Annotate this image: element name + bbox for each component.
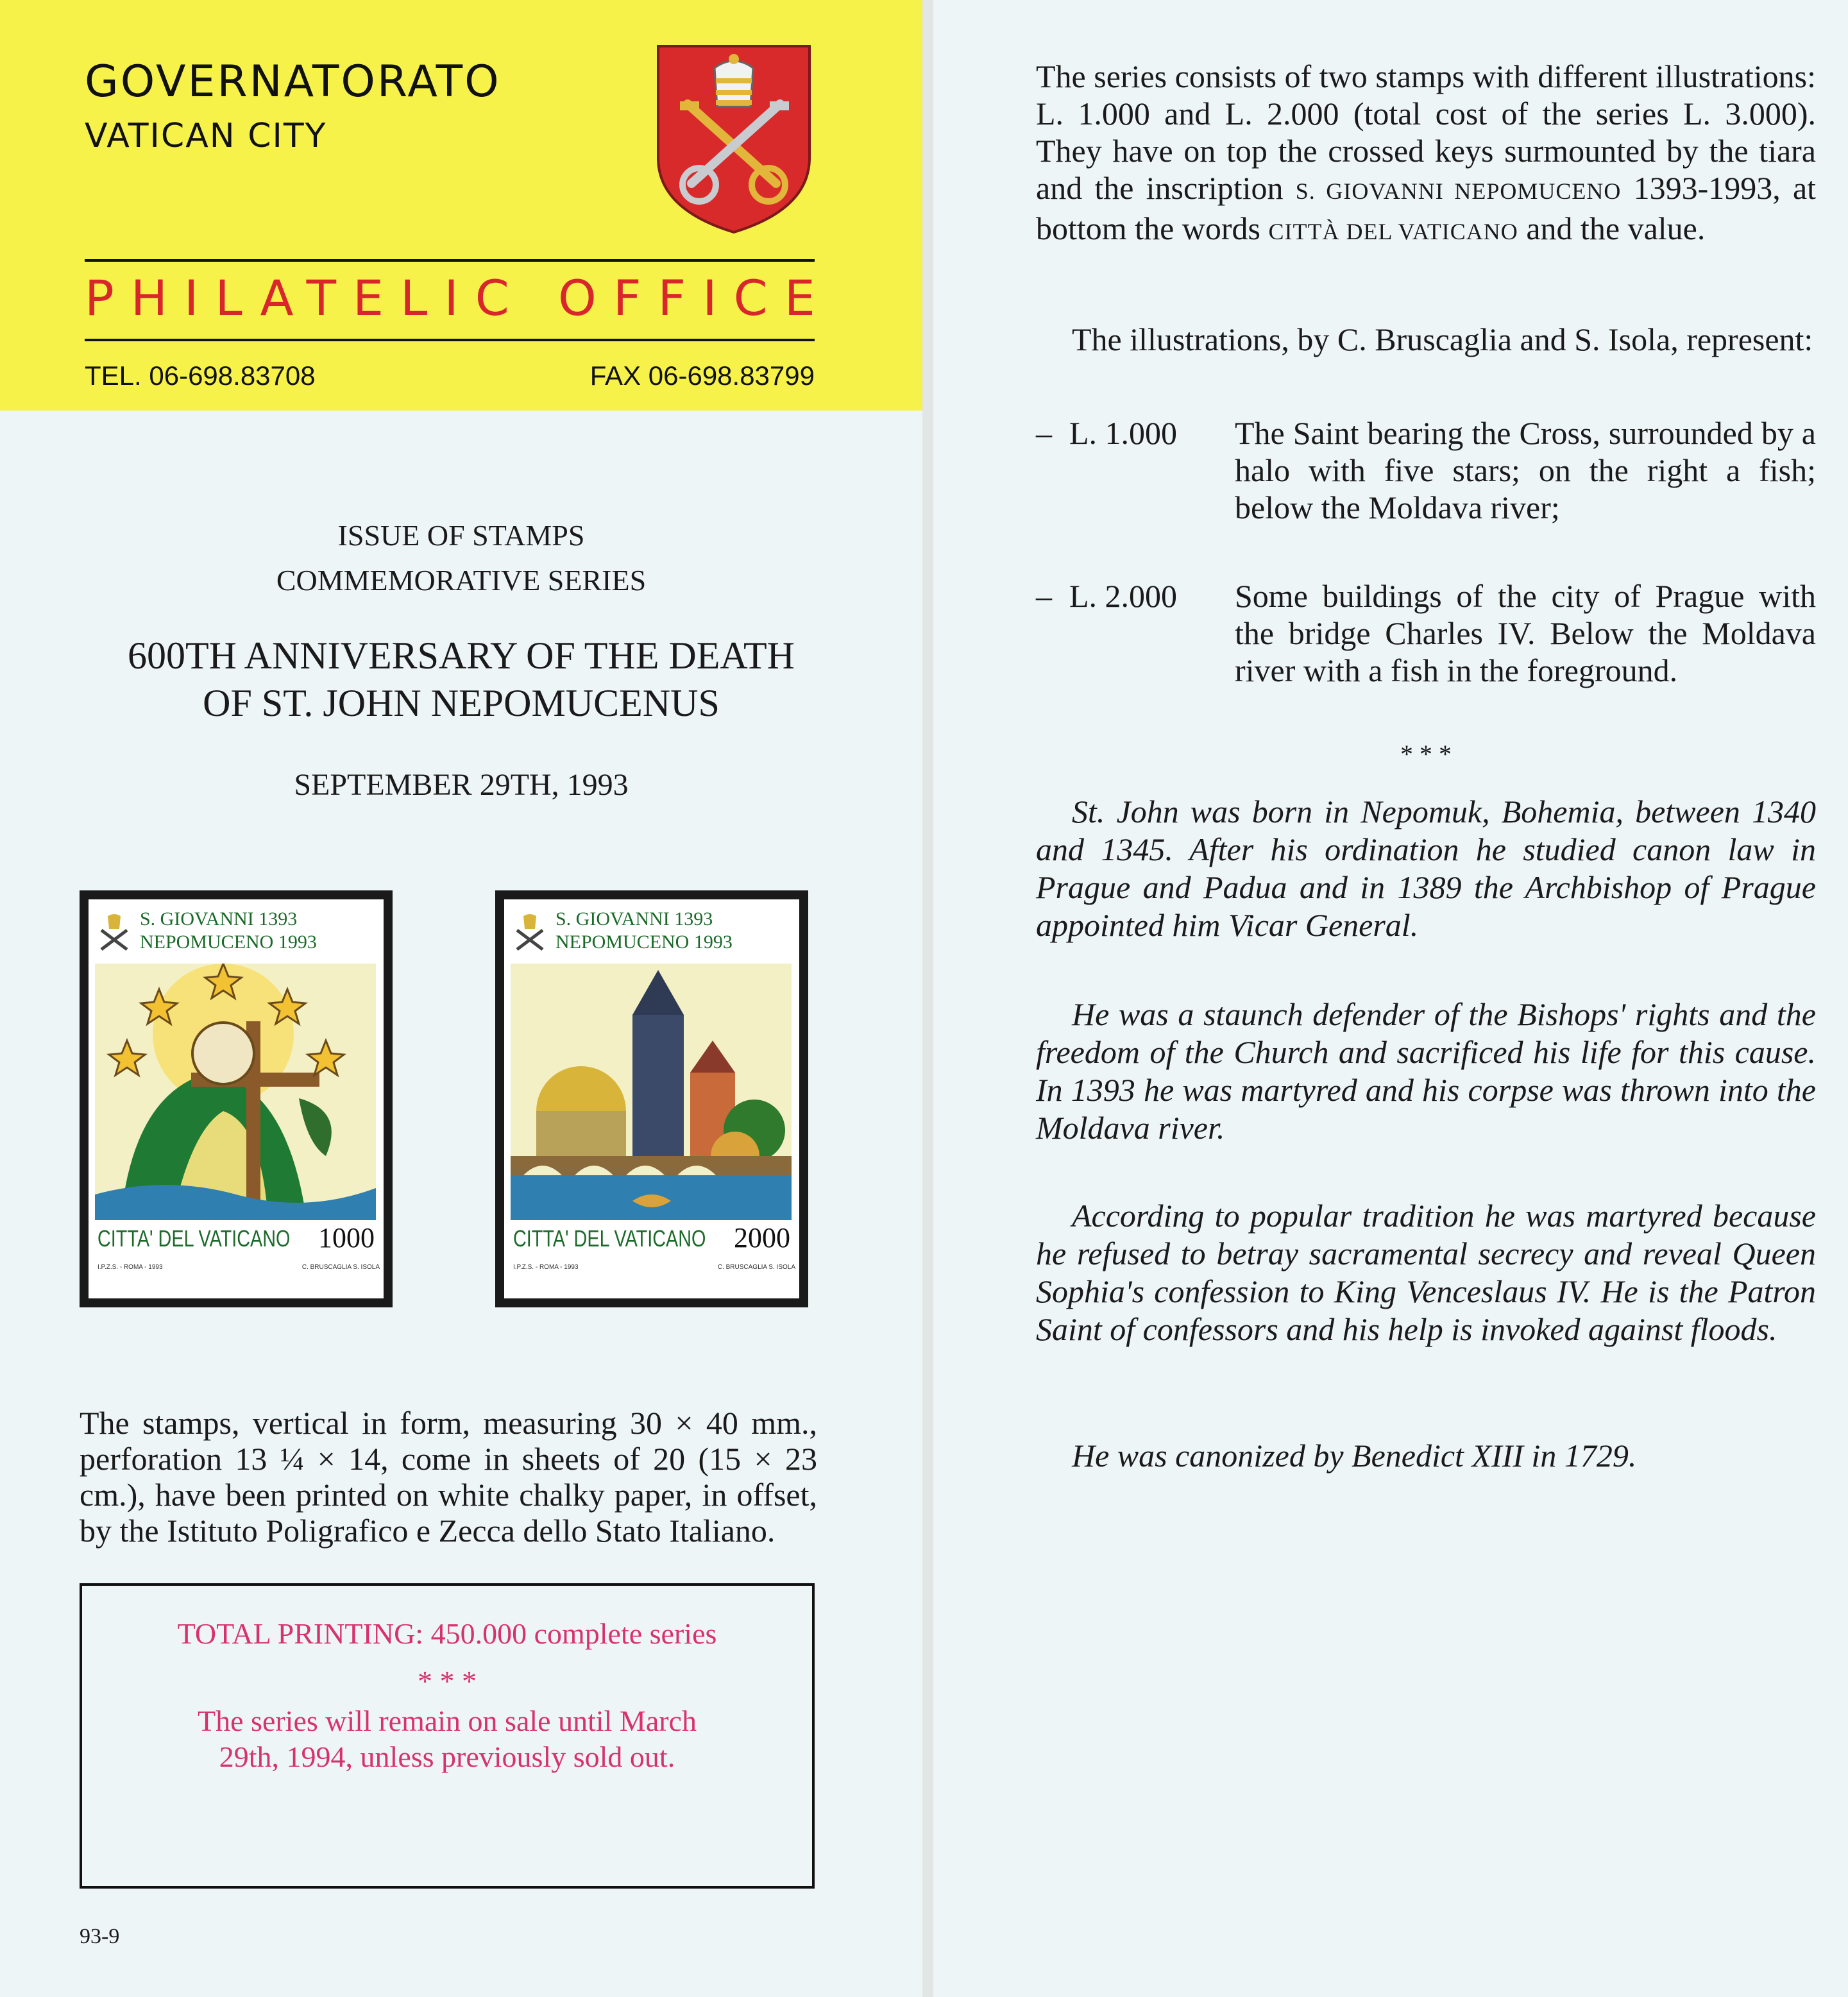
header-title: GOVERNATORATO — [85, 56, 501, 107]
list-item-2000 — [1036, 577, 1816, 731]
total-printing: TOTAL PRINTING: 450.000 complete series — [177, 1617, 717, 1650]
list-description: Some buildings of the city of Prague with the bridge Charles IV. Below the Moldava river with a fish in the foreground. — [1235, 578, 1816, 688]
issue-line-1: ISSUE OF STAMPS — [337, 519, 585, 552]
issue-heading — [0, 513, 922, 603]
stamp-name-line-2: NEPOMUCENO 1993 — [140, 931, 317, 953]
printing-box — [80, 1583, 815, 1889]
header-rule-bottom — [85, 339, 815, 341]
stamp-artists: C. BRUSCAGLIA S. ISOLA — [301, 1264, 380, 1271]
sale-line-2: 29th, 1994, unless previously sold out. — [219, 1740, 675, 1773]
header-band — [0, 0, 922, 411]
bio-paragraph-4: He was canonized by Benedict XIII in 1729. — [1072, 1438, 1637, 1474]
stamp-printer: I.P.Z.S. - ROMA - 1993 — [513, 1264, 579, 1271]
list-dash: – — [1036, 415, 1052, 451]
bio-paragraph-3: According to popular tradition he was martyred because he refused to betray sacramental secrecy and reveal Queen Sophia's confession to King Venceslaus IV. He is the Patron Saint of confessors and his help is invoked against floods. — [1036, 1198, 1816, 1347]
sale-line-1: The series will remain on sale until March — [198, 1704, 697, 1737]
stamp-credits — [97, 1264, 380, 1271]
keys-tiara-icon — [512, 914, 548, 952]
stamp-country: CITTA' DEL VATICANO — [97, 1225, 291, 1252]
keys-tiara-icon — [96, 914, 132, 952]
list-item-1000 — [1036, 414, 1816, 568]
list-dash: – — [1036, 578, 1052, 614]
list-value: L. 1.000 — [1069, 415, 1178, 451]
leaflet-code: 93-9 — [80, 1925, 120, 1948]
issue-line-2: COMMEMORATIVE SERIES — [276, 564, 647, 597]
stamp-name-line-1: S. GIOVANNI 1393 — [555, 908, 713, 930]
list-description: The Saint bearing the Cross, surrounded by a halo with five stars; on the right a fish; below the Moldava river; — [1235, 415, 1816, 525]
stamp-artists: C. BRUSCAGLIA S. ISOLA — [717, 1264, 795, 1271]
series-text-c: and the value. — [1526, 210, 1706, 246]
header-subtitle: VATICAN CITY — [85, 117, 327, 155]
fax-number: FAX 06-698.83799 — [589, 361, 815, 391]
illustrations-paragraph: The illustrations, by C. Bruscaglia and S. Isola, represent: — [1072, 321, 1813, 357]
stamp-name-line-2: NEPOMUCENO 1993 — [555, 931, 733, 953]
stamp-country: CITTA' DEL VATICANO — [513, 1225, 706, 1252]
section-stars: * * * — [1400, 740, 1452, 769]
series-words: CITTÀ DEL VATICANO — [1268, 219, 1518, 244]
bio-paragraph-2: He was a staunch defender of the Bishops' rights and the freedom of the Church and sacrificed his life for this cause. In 1393 he was martyred and his corpse was thrown into the Moldava river. — [1036, 996, 1816, 1146]
vatican-coat-of-arms-icon — [654, 42, 813, 235]
stamps-description: The stamps, vertical in form, measuring 30 × 40 mm., perforation 13 ¼ × 14, come in sheets of 20 (15 × 23 cm.), have been printed on white chalky paper, in offset, by the Istituto Poligrafico e Zecca dello Stato Italiano. — [80, 1405, 817, 1549]
philatelic-office-title: PHILATELIC OFFICE — [85, 269, 832, 327]
stamp-printer: I.P.Z.S. - ROMA - 1993 — [97, 1264, 163, 1271]
stamp-credits — [513, 1264, 795, 1271]
stamp-value: 2000 — [734, 1222, 790, 1253]
stamp-value: 1000 — [318, 1222, 375, 1253]
prague-bridge-illustration — [511, 964, 792, 1220]
box-stars: * * * — [418, 1665, 477, 1697]
fold-divider — [922, 0, 933, 1997]
bio-paragraph-1: St. John was born in Nepomuk, Bohemia, between 1340 and 1345. After his ordination he studied canon law in Prague and Padua and in 1389 the Archbishop of Prague appointed him Vicar General. — [1036, 794, 1816, 943]
anniversary-title-line-1: 600TH ANNIVERSARY OF THE DEATH — [127, 634, 795, 677]
issue-date: SEPTEMBER 29TH, 1993 — [294, 768, 629, 802]
anniversary-title-line-2: OF ST. JOHN NEPOMUCENUS — [203, 682, 720, 724]
telephone-number: TEL. 06-698.83708 — [85, 361, 316, 391]
series-inscription: S. GIOVANNI NEPOMUCENO — [1295, 178, 1622, 204]
stamp-1000 — [80, 890, 393, 1307]
series-text-a: The series consists of two stamps with different illustrations: L. 1.000 and L. 2.000 (total cost of the series L. 3.000). They have on top the crossed keys surmounted by the tiara and the inscription — [1036, 58, 1816, 206]
saint-with-cross-illustration — [95, 964, 376, 1220]
stamp-name-line-1: S. GIOVANNI 1393 — [140, 908, 298, 930]
stamp-2000 — [495, 890, 808, 1307]
series-text-b: 1393-1993, at bottom the words — [1036, 170, 1817, 246]
series-paragraph — [1036, 58, 1816, 250]
header-rule-top — [85, 259, 815, 262]
anniversary-title — [0, 632, 922, 727]
list-value: L. 2.000 — [1069, 578, 1178, 614]
